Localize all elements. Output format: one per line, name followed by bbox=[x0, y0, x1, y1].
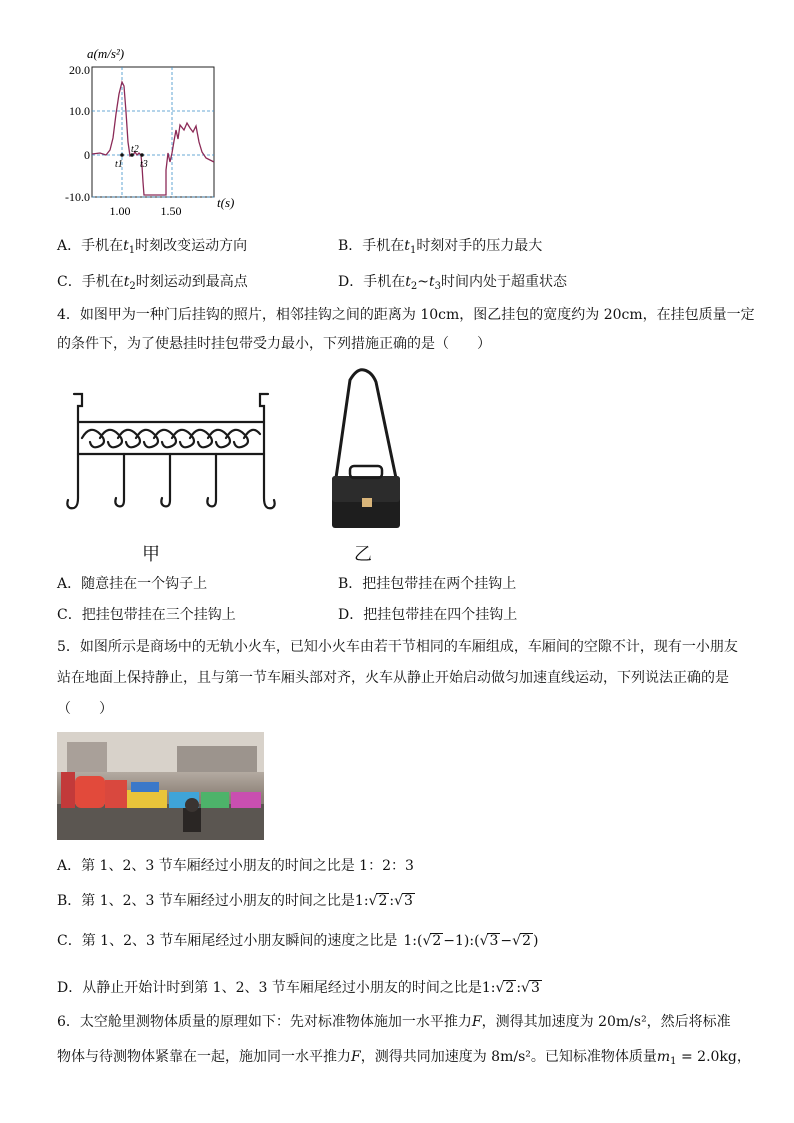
shoulder-bag-figure bbox=[320, 366, 410, 532]
acceleration-time-graph bbox=[50, 42, 260, 220]
q5-option-d[interactable]: D．从静止开始计时到第 1、2、3 节车厢尾经过小朋友的时间之比是1:√2 :√3 bbox=[57, 980, 540, 996]
q5-stem-line-3: （ ） bbox=[57, 701, 113, 717]
y-tick-0: 0 bbox=[84, 148, 90, 162]
q5-option-d-ratio: 1:√2 :√3 bbox=[481, 980, 540, 996]
acceleration-curve bbox=[92, 82, 214, 195]
q4-stem-line-1: 4．如图甲为一种门后挂钩的照片，相邻挂钩之间的距离为 10cm，图乙挂包的宽度约为 20cm，在挂包质量一定 bbox=[57, 307, 755, 323]
label-t2: t2 bbox=[131, 144, 139, 155]
q4-option-d[interactable]: D．把挂包带挂在四个挂钩上 bbox=[338, 607, 518, 623]
y-tick-20: 20.0 bbox=[69, 63, 90, 77]
q5-option-b[interactable]: B．第 1、2、3 节车厢经过小朋友的时间之比是1:√2 :√3 bbox=[57, 893, 413, 909]
bag-buckle bbox=[362, 498, 372, 507]
q3-option-a[interactable]: A．手机在$t_1$时刻改变运动方向 bbox=[57, 238, 248, 256]
figure-label-jia: 甲 bbox=[142, 544, 160, 565]
q3-option-c[interactable]: C．手机在$t_2$时刻运动到最高点 bbox=[57, 274, 248, 292]
graph-frame bbox=[92, 67, 214, 197]
x-tick-2: 1.50 bbox=[160, 204, 182, 218]
graph-x-axis-label: t(s) bbox=[217, 195, 235, 210]
q3-option-b[interactable]: B．手机在$t_1$时刻对手的压力最大 bbox=[338, 238, 543, 256]
label-t1: t1 bbox=[115, 159, 123, 170]
q6-stem-line-2: 物体与待测物体紧靠在一起，施加同一水平推力F，测得共同加速度为 8m/s²。已知标准物体质量$m_1 = 2.0kg$， bbox=[57, 1049, 751, 1067]
x-tick-1: 1.00 bbox=[109, 204, 131, 218]
mall-train-photo bbox=[57, 732, 264, 840]
label-t3: t3 bbox=[140, 159, 148, 170]
y-tick-neg10: -10.0 bbox=[65, 190, 90, 204]
q4-option-a[interactable]: A．随意挂在一个钩子上 bbox=[57, 576, 208, 592]
y-tick-10: 10.0 bbox=[69, 104, 90, 118]
q4-stem-line-2: 的条件下，为了使悬挂时挂包带受力最小，下列措施正确的是（ ） bbox=[57, 336, 491, 352]
q5-option-c[interactable]: C．第 1、2、3 节车厢尾经过小朋友瞬间的速度之比是 1:(√2 −1):(√3 −√2 ) bbox=[57, 933, 539, 949]
point-t1 bbox=[120, 153, 124, 157]
q5-option-a[interactable]: A．第 1、2、3 节车厢经过小朋友的时间之比是 1：2：3 bbox=[57, 858, 414, 874]
q6-stem-line-1: 6．太空舱里测物体质量的原理如下：先对标准物体施加一水平推力F，测得其加速度为 20m/s²，然后将标准 bbox=[57, 1014, 731, 1030]
graph-y-axis-label: a(m/s²) bbox=[87, 46, 125, 61]
door-hook-rack-figure bbox=[60, 388, 280, 518]
q4-option-b[interactable]: B．把挂包带挂在两个挂钩上 bbox=[338, 576, 517, 592]
q3-option-d[interactable]: D．手机在$t_2\sim t_3$时间内处于超重状态 bbox=[338, 274, 567, 292]
bag-strap bbox=[336, 370, 396, 478]
figure-label-yi: 乙 bbox=[354, 544, 372, 565]
q5-option-c-ratio: 1:(√2 −1):(√3 −√2 ) bbox=[403, 933, 539, 949]
q4-option-c[interactable]: C．把挂包带挂在三个挂钩上 bbox=[57, 607, 236, 623]
q5-stem-line-2: 站在地面上保持静止，且与第一节车厢头部对齐，火车从静止开始启动做匀加速直线运动，下列说法正确的是 bbox=[57, 670, 729, 686]
q5-stem-line-1: 5．如图所示是商场中的无轨小火车，已知小火车由若干节相同的车厢组成，车厢间的空隙不计，现有一小朋友 bbox=[57, 639, 738, 655]
q5-option-b-ratio: 1:√2 :√3 bbox=[354, 893, 413, 909]
point-t3 bbox=[140, 153, 144, 157]
